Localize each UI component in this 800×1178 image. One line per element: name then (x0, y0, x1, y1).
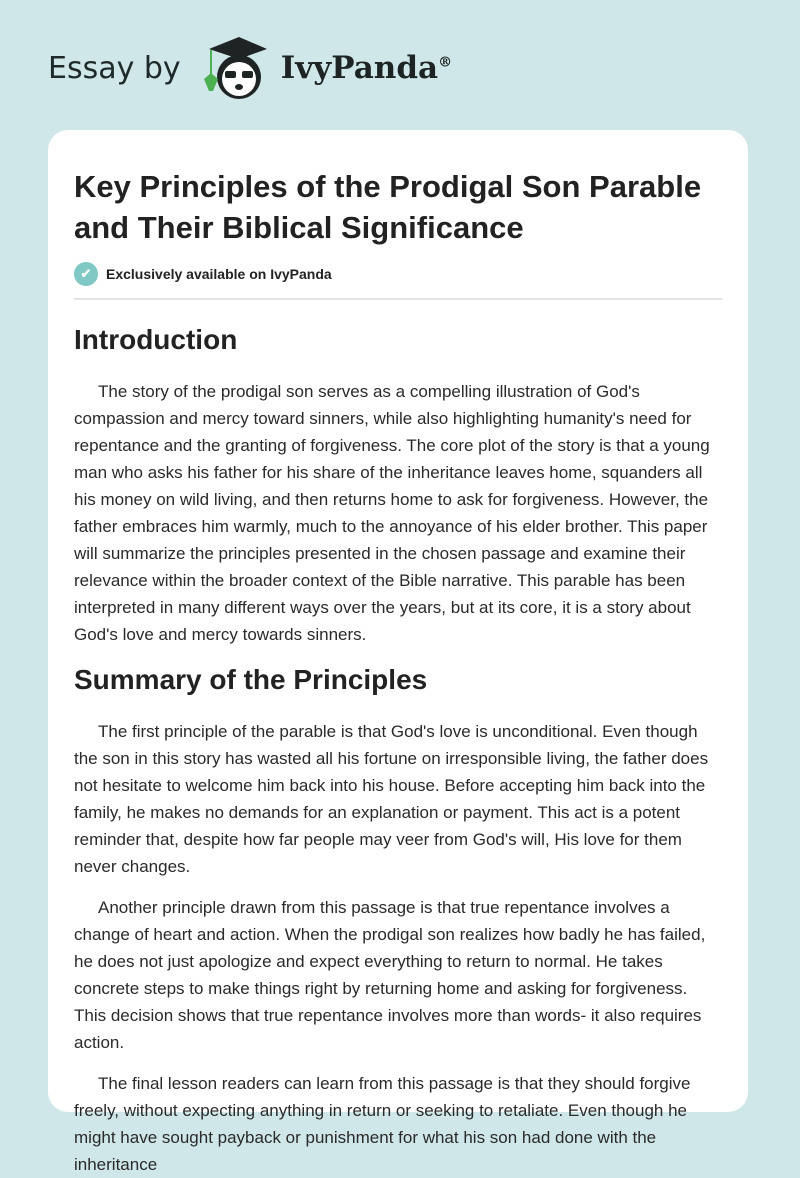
essay-card (48, 130, 748, 1174)
paragraph: The story of the prodigal son serves as a compelling illustration of God's compassion and mercy toward sinners, while also highlighting humanity's need for repentance and the granting of forgiveness. The core plot of the story is that a young man who asks his father for his share of the inheritance leaves home, squanders all his money on wild living, and then returns home to ask for forgiveness. However, the father embraces him warmly, much to the annoyance of his elder brother. This paper will summarize the principles presented in the chosen passage and examine their relevance within the broader context of the Bible narrative. This parable has been interpreted in many different ways over the years, but at its core, it is a story about God's love and mercy towards sinners. (74, 382, 710, 644)
section-heading: Introduction (74, 324, 238, 355)
brand-name: IvyPanda® (280, 50, 453, 86)
check-icon: ✔ (74, 262, 98, 286)
essay-by-label: Essay by (48, 50, 181, 86)
exclusive-badge (74, 262, 722, 286)
ivypanda-logo-icon[interactable] (201, 35, 273, 101)
badge-label: Exclusively available on IvyPanda (106, 266, 332, 282)
section-heading: Summary of the Principles (74, 664, 428, 695)
paragraph: The final lesson readers can learn from this passage is that they should forgive freely, without expecting anything in return or seeking to retaliate. Even though he might have sought payback or punishment for what his son had done with the inheritance (74, 1074, 691, 1174)
divider (74, 298, 722, 300)
paragraph: The first principle of the parable is that God's love is unconditional. Even though the son in this story has wasted all his fortune on irresponsible living, the father does not hesitate to welcome him back into his house. Before accepting him back into the family, he makes no demands for an explanation or payment. This act is a potent reminder that, despite how far people may veer from God's will, His love for them never changes. (74, 722, 709, 876)
site-header (48, 36, 452, 100)
essay-title: Key Principles of the Prodigal Son Parable and Their Biblical Significance (74, 169, 702, 245)
paragraph: Another principle drawn from this passage is that true repentance involves a change of heart and action. When the prodigal son realizes how badly he has failed, he does not just apologize and expect everything to return to normal. He takes concrete steps to make things right by returning home and asking for forgiveness. This decision shows that true repentance involves more than words- it also requires action. (74, 898, 706, 1052)
